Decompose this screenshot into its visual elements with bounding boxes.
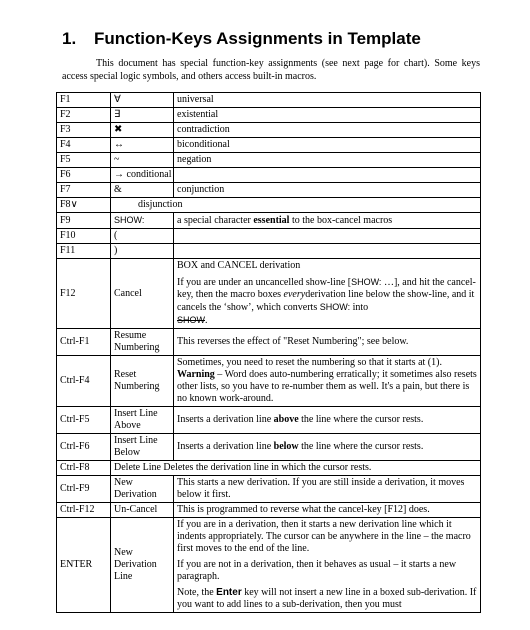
symbol-text: → conditional [114,169,172,180]
desc-bold: Enter [216,587,242,598]
symbol-cell: ↔ [111,138,174,153]
table-row [57,244,481,259]
symbol-cell: & [111,183,174,198]
desc-bold: Warning [177,369,215,380]
desc-text: to the box-cancel macros [289,214,393,226]
table-row [57,123,481,138]
desc-text: . [205,315,208,326]
desc-text: – Word does auto-numbering erratically; it sometimes also resets other lists, so you have to re-number them as well. It's a pain, but there is no known work-around. [177,369,477,404]
merged-cell: Delete Line Deletes the derivation line in which the cursor rests. [111,461,481,476]
desc-text: the line where the cursor rests. [298,414,424,425]
table-row [57,407,481,434]
description-cell [174,356,481,407]
desc-paragraph: If you are not in a derivation, then it behaves as usual – it starts a new paragraph. [177,559,457,582]
table-row [57,93,481,108]
desc-text: the line where the cursor rests. [298,441,424,452]
name-cell: Un-Cancel [111,503,174,518]
description-cell [174,407,481,434]
desc-paragraph: BOX and CANCEL derivation [177,260,301,271]
name-cell: Insert Line Below [111,434,174,461]
key-cell: Ctrl-F9 [57,476,111,503]
name-cell: Cancel [111,259,174,329]
desc-text: key will not insert a new line in a boxed sub-derivation. If you want to add lines to a sub-derivation, then you must [177,587,477,610]
show-token: SHOW: [351,277,382,287]
merged-cell [111,198,481,213]
name-cell: New Derivation [111,476,174,503]
desc-text: Note, the [177,587,217,598]
symbol-cell: ∀ [111,93,174,108]
desc-text: If you are under an uncancelled show-line [ [177,277,352,288]
symbol-cell: ) [111,244,174,259]
key-cell: F11 [57,244,111,259]
description-cell [174,168,481,183]
desc-text: Inserts a derivation line [177,441,274,452]
table-row [57,198,481,213]
section-number: 1. [62,29,77,48]
key-cell: F3 [57,123,111,138]
description-cell: biconditional [174,138,481,153]
key-cell: F10 [57,229,111,244]
symbol-cell: ∃ [111,108,174,123]
description-cell: negation [174,153,481,168]
table-row [57,434,481,461]
desc-bold: essential [253,214,290,226]
table-row [57,518,481,613]
description-cell [174,518,481,613]
description-cell [174,259,481,329]
desc-text: into [350,302,369,313]
key-cell: F4 [57,138,111,153]
function-keys-table [56,92,481,613]
desc-text: …], and hit the cancel-key, then the macro boxes [177,277,476,300]
key-cell: F9 [57,213,111,229]
key-cell: Ctrl-F12 [57,503,111,518]
desc-italic: every [283,289,306,300]
description-cell: This starts a new derivation. If you are still inside a derivation, it moves below it first. [174,476,481,503]
description-cell [174,244,481,259]
key-cell: Ctrl-F4 [57,356,111,407]
description-cell: conjunction [174,183,481,198]
key-cell: F6 [57,168,111,183]
show-token: SHOW: [319,302,351,312]
key-cell: Ctrl-F6 [57,434,111,461]
desc-bold: above [273,414,299,425]
desc-text: Inserts a derivation line [177,414,274,425]
name-cell: Reset Numbering [111,356,174,407]
description-cell: contradiction [174,123,481,138]
table-row [57,213,481,229]
section-title: Function-Keys Assignments in Template [94,29,421,48]
key-cell: F7 [57,183,111,198]
desc-paragraph: If you are in a derivation, then it starts a new derivation line which it indents appropriately. The cursor can be anywhere in the line – the macro first moves to the end of the line. [177,519,471,554]
merged-text: disjunction [138,199,183,210]
name-cell: New Derivation Line [111,518,174,613]
table-row [57,476,481,503]
table-row [57,168,481,183]
symbol-text: SHOW: [114,215,145,225]
desc-bold: below [273,441,299,452]
description-cell: This is programmed to reverse what the cancel-key [F12] does. [174,503,481,518]
table-row [57,108,481,123]
section-heading [62,29,421,49]
table-row [57,356,481,407]
table-row [57,138,481,153]
table-row [57,229,481,244]
desc-text: a special character [177,214,254,226]
key-cell: F1 [57,93,111,108]
description-cell [174,213,481,229]
description-cell: existential [174,108,481,123]
show-token-struck: SHOW [177,315,205,325]
key-cell: F5 [57,153,111,168]
table-row [57,503,481,518]
desc-paragraph [177,276,477,327]
description-cell [174,434,481,461]
symbol-cell [111,213,174,229]
key-cell: F2 [57,108,111,123]
desc-text: Sometimes, you need to reset the numbering so that it starts at (1). [177,357,442,368]
table-row [57,259,481,329]
intro-paragraph: This document has special function-key assignments (see next page for chart). Some keys access special logic symbols, and others access built-in macros. [62,58,480,82]
name-cell: Insert Line Above [111,407,174,434]
key-cell: F8∨ [57,198,111,213]
name-cell: Resume Numbering [111,329,174,356]
key-cell: F12 [57,259,111,329]
key-cell: Ctrl-F5 [57,407,111,434]
symbol-cell: ✖ [111,123,174,138]
key-cell: Ctrl-F8 [57,461,111,476]
table-row [57,329,481,356]
table-row [57,461,481,476]
description-cell [174,229,481,244]
symbol-cell: ~ [111,153,174,168]
symbol-cell: ( [111,229,174,244]
key-cell: ENTER [57,518,111,613]
symbol-cell [111,168,174,183]
desc-paragraph [177,587,477,611]
table-row [57,153,481,168]
description-cell: This reverses the effect of "Reset Numbering"; see below. [174,329,481,356]
key-cell: Ctrl-F1 [57,329,111,356]
desc-text: derivation line below the show-line, and it cancels the ‘show’, which converts [177,289,475,313]
description-cell: universal [174,93,481,108]
table-row [57,183,481,198]
